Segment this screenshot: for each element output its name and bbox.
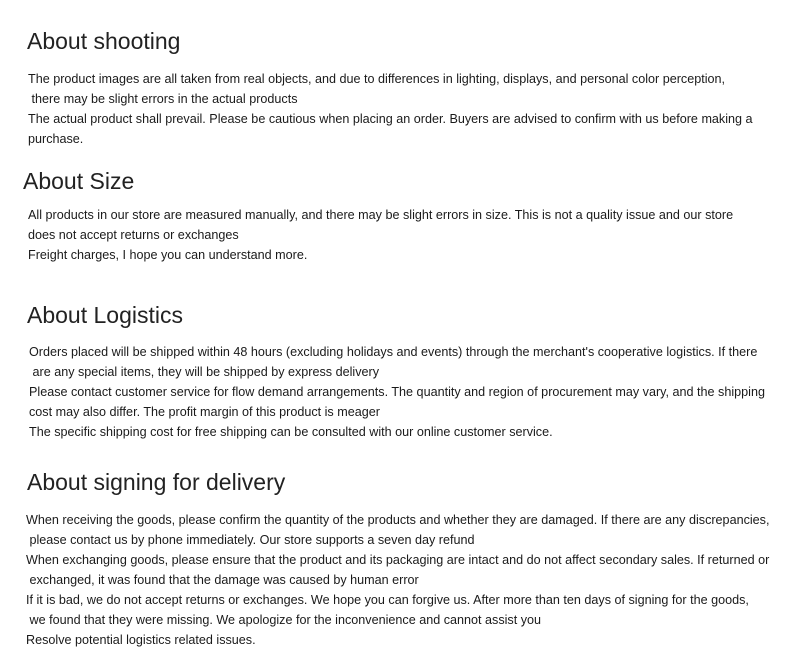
logistics-line-2: are any special items, they will be shipped by express delivery — [29, 365, 379, 379]
size-line-2: does not accept returns or exchanges — [28, 228, 239, 242]
shooting-line-4: purchase. — [28, 132, 84, 146]
delivery-line-3: When exchanging goods, please ensure that the product and its packaging are intact and do not affect secondary sales. If returned or — [26, 553, 770, 567]
section-title-size: About Size — [23, 168, 135, 194]
delivery-line-7: Resolve potential logistics related issues. — [26, 633, 256, 647]
delivery-line-1: When receiving the goods, please confirm the quantity of the products and whether they are damaged. If there are any discrepancies, — [26, 513, 770, 527]
logistics-line-4: cost may also differ. The profit margin of this product is meager — [29, 405, 380, 419]
section-title-delivery: About signing for delivery — [27, 469, 286, 495]
shooting-line-1: The product images are all taken from real objects, and due to differences in lighting, displays, and personal color perception, — [28, 72, 726, 86]
shooting-line-3: The actual product shall prevail. Please be cautious when placing an order. Buyers are advised to confirm with us before making a — [28, 112, 753, 126]
delivery-line-4: exchanged, it was found that the damage was caused by human error — [26, 573, 419, 587]
logistics-line-3: Please contact customer service for flow demand arrangements. The quantity and region of procurement may vary, and the shipping — [29, 385, 765, 399]
logistics-line-5: The specific shipping cost for free shipping can be consulted with our online customer service. — [29, 425, 553, 439]
shooting-line-2: there may be slight errors in the actual products — [28, 92, 298, 106]
delivery-line-5: If it is bad, we do not accept returns or exchanges. We hope you can forgive us. After more than ten days of signing for the goods, — [26, 593, 749, 607]
size-line-1: All products in our store are measured manually, and there may be slight errors in size. This is not a quality issue and our store — [28, 208, 734, 222]
logistics-line-1: Orders placed will be shipped within 48 hours (excluding holidays and events) through the merchant's cooperative logistics. If there — [29, 345, 758, 359]
delivery-line-6: we found that they were missing. We apologize for the inconvenience and cannot assist you — [26, 613, 542, 627]
section-title-shooting: About shooting — [27, 28, 181, 54]
section-title-logistics: About Logistics — [27, 302, 183, 328]
delivery-line-2: please contact us by phone immediately. Our store supports a seven day refund — [26, 533, 475, 547]
size-line-3: Freight charges, I hope you can understand more. — [28, 248, 308, 262]
